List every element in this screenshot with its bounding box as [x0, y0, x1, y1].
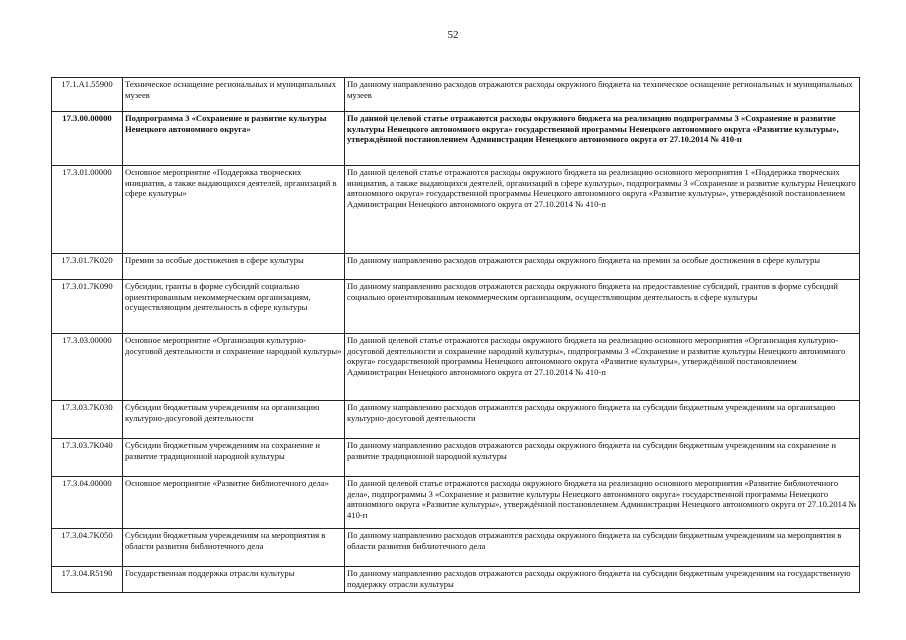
row-description: По данной целевой статье отражаются расходы окружного бюджета на реализацию основного мероприятия «Организация культурно-досуговой деятельности и сохранение народной культуры», подпрограммы 3 «Сохранение и развитие культуры Ненецкого автономного округа» государственной программы Ненецкого автономного округа «Развитие культуры», утверждённой постановлением Администрации Ненецкого автономного округа от 27.10.2014 № 410-п [345, 334, 860, 401]
row-description: По данному направлению расходов отражаются расходы окружного бюджета на техническое оснащение региональных и муниципальных музеев [345, 78, 860, 112]
table-row [52, 112, 860, 166]
table-row [52, 166, 860, 254]
page-number: 52 [447, 29, 459, 41]
row-description: По данной целевой статье отражаются расходы окружного бюджета на реализацию подпрограммы 3 «Сохранение и развитие культуры Ненецкого автономного округа» государственной программы Ненецкого автономного округа «Развитие культуры», утверждённой постановлением Администрации Ненецкого автономного округа от 27.10.2014 № 410-п [345, 112, 860, 166]
row-name: Основное мероприятие «Поддержка творческих инициатив, а также выдающихся деятелей, организаций в сфере культуры» [123, 166, 345, 254]
row-code: 17.3.00.00000 [52, 112, 123, 166]
row-name: Техническое оснащение региональных и муниципальных музеев [123, 78, 345, 112]
budget-classification-table [51, 77, 860, 593]
table-row [52, 78, 860, 112]
row-name: Основное мероприятие «Организация культурно-досуговой деятельности и сохранение народной культуры» [123, 334, 345, 401]
row-description: По данному направлению расходов отражаются расходы окружного бюджета на премии за особые достижения в сфере культуры [345, 254, 860, 280]
table-row [52, 280, 860, 334]
row-description: По данному направлению расходов отражаются расходы окружного бюджета на субсидии бюджетным учреждениям на организацию культурно-досуговой деятельности [345, 401, 860, 439]
row-description: По данному направлению расходов отражаются расходы окружного бюджета на субсидии бюджетным учреждениям на государственную поддержку отрасли культуры [345, 567, 860, 593]
row-name: Субсидии бюджетным учреждениям на сохранение и развитие традиционной народной культуры [123, 439, 345, 477]
row-name: Премии за особые достижения в сфере культуры [123, 254, 345, 280]
row-description: По данной целевой статье отражаются расходы окружного бюджета на реализацию основного мероприятия 1 «Поддержка творческих инициатив, а также выдающихся деятелей, организаций в сфере культуры», подпрограммы 3 «Сохранение и развитие культуры Ненецкого автономного округа» государственной программы Ненецкого автономного округа «Развитие культуры», утверждённой постановлением Администрации Ненецкого автономного округа от 27.10.2014 № 410-п [345, 166, 860, 254]
table-row [52, 529, 860, 567]
table-row [52, 334, 860, 401]
row-code: 17.3.01.00000 [52, 166, 123, 254]
row-name: Государственная поддержка отрасли культуры [123, 567, 345, 593]
row-code: 17.3.04.7K050 [52, 529, 123, 567]
row-name: Субсидии бюджетным учреждениям на мероприятия в области развития библиотечного дела [123, 529, 345, 567]
row-code: 17.3.01.7K090 [52, 280, 123, 334]
row-description: По данному направлению расходов отражаются расходы окружного бюджета на субсидии бюджетным учреждениям на сохранение и развитие традиционной народной культуры [345, 439, 860, 477]
table-body [52, 78, 860, 593]
row-code: 17.3.03.7K030 [52, 401, 123, 439]
table-row [52, 477, 860, 529]
row-code: 17.1.A1.55900 [52, 78, 123, 112]
table-row [52, 439, 860, 477]
row-name: Субсидии, гранты в форме субсидий социально ориентированным некоммерческим организациям, осуществляющим деятельность в сфере культуры [123, 280, 345, 334]
row-description: По данному направлению расходов отражаются расходы окружного бюджета на субсидии бюджетным учреждениям на мероприятия в области развития библиотечного дела [345, 529, 860, 567]
row-name: Основное мероприятие «Развитие библиотечного дела» [123, 477, 345, 529]
table-row [52, 567, 860, 593]
row-description: По данному направлению расходов отражаются расходы окружного бюджета на предоставление субсидий, грантов в форме субсидий социально ориентированным некоммерческим организациям, осуществляющим деятельность в сфере культуры [345, 280, 860, 334]
table-row [52, 401, 860, 439]
row-code: 17.3.04.00000 [52, 477, 123, 529]
row-code: 17.3.03.7K040 [52, 439, 123, 477]
row-name: Подпрограмма 3 «Сохранение и развитие культуры Ненецкого автономного округа» [123, 112, 345, 166]
row-name: Субсидии бюджетным учреждениям на организацию культурно-досуговой деятельности [123, 401, 345, 439]
table-row [52, 254, 860, 280]
row-description: По данной целевой статье отражаются расходы окружного бюджета на реализацию основного мероприятия «Развитие библиотечного дела», подпрограммы 3 «Сохранение и развитие культуры Ненецкого автономного округа» государственной программы Ненецкого автономного округа «Развитие культуры», утверждённой постановлением Администрации Ненецкого автономного округа от 27.10.2014 № 410-п [345, 477, 860, 529]
row-code: 17.3.03.00000 [52, 334, 123, 401]
row-code: 17.3.01.7K020 [52, 254, 123, 280]
row-code: 17.3.04.R5190 [52, 567, 123, 593]
